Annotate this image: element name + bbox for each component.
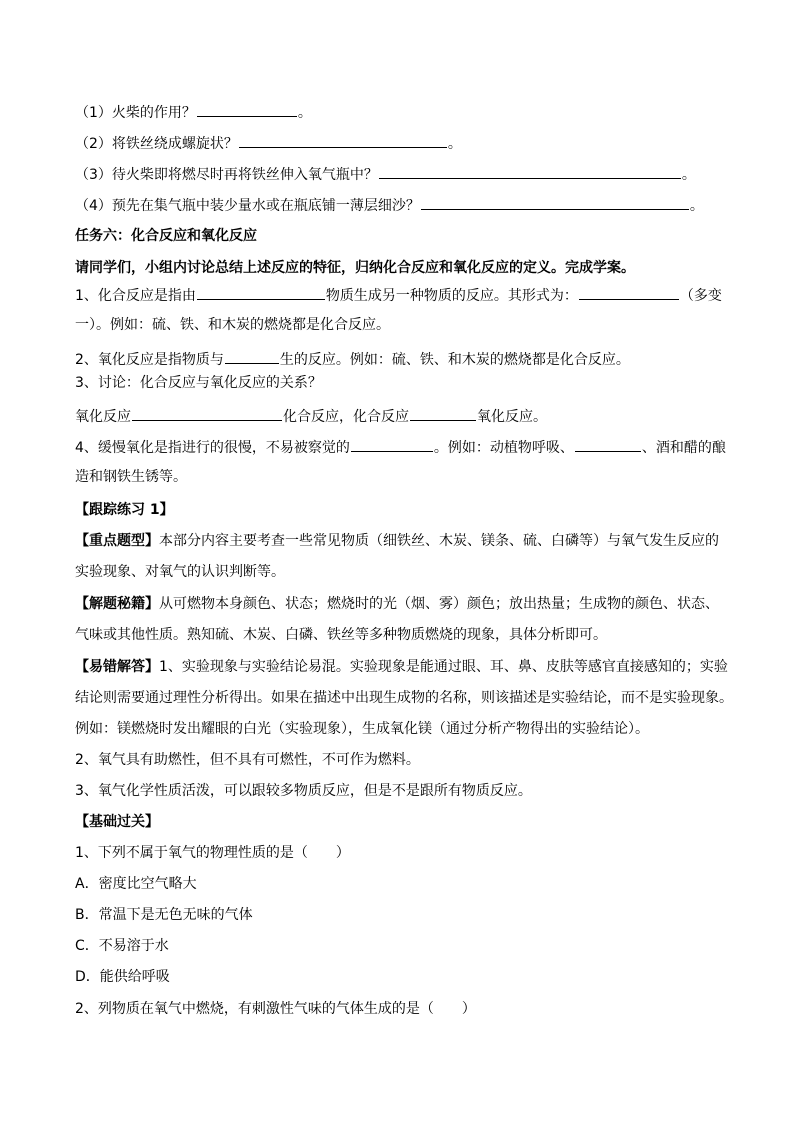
basics-q1-option-b[interactable]: B．常温下是无色无味的气体 [75,907,253,923]
task6-item4-line2: 造和钢铁生锈等。 [75,469,187,485]
basics-q1-option-a[interactable]: A．密度比空气略大 [75,876,197,892]
task6-item1-line1 [75,285,722,305]
practice-errors-line4: 2、氧气具有助燃性，但不具有可燃性，不可作为燃料。 [75,752,420,768]
basics-question-1: 1、下列不属于氧气的物理性质的是（ ） [75,845,350,861]
basics-q1-option-c[interactable]: C．不易溶于水 [75,938,169,954]
practice-tips-line1 [75,595,719,613]
answer-blank[interactable] [421,195,689,210]
answer-blank[interactable] [225,349,279,364]
item-text: 生的反应。例如：硫、铁、和木炭的燃烧都是化合反应。 [279,352,630,368]
question-end: 。 [447,136,462,152]
basics-heading: 【基础过关】 [75,814,159,830]
answer-blank[interactable] [197,285,325,300]
answer-blank[interactable] [579,285,679,300]
question-text: （2）将铁丝绕成螺旋状？ [75,136,238,152]
question-text: （1）火柴的作用？ [75,105,196,121]
item-text: 氧化反应 [75,409,131,425]
paragraph-text: 1、实验现象与实验结论易混。实验现象是能通过眼、耳、鼻、皮肤等感官直接感知的；实验 [159,659,728,675]
task6-relation [75,406,547,426]
practice-tips-line2: 气味或其他性质。熟知硫、木炭、白磷、铁丝等多种物质燃烧的现象，具体分析即可。 [75,627,607,643]
tag-label: 【重点题型】 [75,533,159,549]
task6-item3: 3、讨论：化合反应与氧化反应的关系？ [75,375,322,391]
question-end: 。 [297,105,312,121]
item-text: 2、氧化反应是指物质与 [75,352,224,368]
paragraph-text: 本部分内容主要考查一些常见物质（细铁丝、木炭、镁条、硫、白磷等）与氧气发生反应的 [159,533,719,549]
item-text: 氧化反应。 [477,409,547,425]
answer-blank[interactable] [351,437,433,452]
item-text: 物质生成另一种物质的反应。其形式为： [325,288,578,304]
question-1-fire-match [75,102,312,122]
practice-key-type-line2: 实验现象、对氧气的认识判断等。 [75,564,285,580]
item-text: 。例如：动植物呼吸、 [433,440,574,456]
practice-errors-line1 [75,658,728,676]
question-4-water-sand [75,195,704,215]
question-text: （3）待火柴即将燃尽时再将铁丝伸入氧气瓶中？ [75,167,378,183]
question-3-timing [75,164,696,184]
task6-instruction: 请同学们，小组内讨论总结上述反应的特征，归纳化合反应和氧化反应的定义。完成学案。 [75,260,635,276]
item-text: （多变 [679,288,722,304]
tag-label: 【解题秘籍】 [75,596,159,612]
item-text: 1、化合反应是指由 [75,288,196,304]
basics-q1-option-d[interactable]: D．能供给呼吸 [75,969,170,985]
practice-heading: 【跟踪练习 1】 [75,502,174,518]
question-2-coil [75,133,462,153]
answer-blank[interactable] [379,164,681,179]
question-end: 。 [681,167,696,183]
answer-blank[interactable] [132,406,282,421]
answer-blank[interactable] [239,133,447,148]
item-text: 化合反应，化合反应 [283,409,409,425]
question-text: （4）预先在集气瓶中装少量水或在瓶底铺一薄层细沙？ [75,198,420,214]
task6-item4-line1 [75,437,726,457]
practice-errors-line3: 例如：镁燃烧时发出耀眼的白光（实验现象），生成氧化镁（通过分析产物得出的实验结论）。 [75,721,649,737]
practice-errors-line2: 结论则需要通过理性分析得出。如果在描述中出现生成物的名称，则该描述是实验结论，而不是实验现象。 [75,690,733,706]
answer-blank[interactable] [410,406,476,421]
practice-key-type-line1 [75,532,719,550]
basics-question-2: 2、列物质在氧气中燃烧，有刺激性气味的气体生成的是（ ） [75,1001,476,1017]
answer-blank[interactable] [197,102,297,117]
task6-item1-line2: 一）。例如：硫、铁、和木炭的燃烧都是化合反应。 [75,317,390,333]
practice-errors-line5: 3、氧气化学性质活泼，可以跟较多物质反应，但是不是跟所有物质反应。 [75,783,532,799]
task6-title: 任务六：化合反应和氧化反应 [75,228,257,244]
item-text: 、酒和醋的酿 [641,440,726,456]
task6-item2 [75,349,630,369]
item-text: 4、缓慢氧化是指进行的很慢，不易被察觉的 [75,440,350,456]
question-end: 。 [689,198,704,214]
answer-blank[interactable] [575,437,641,452]
paragraph-text: 从可燃物本身颜色、状态；燃烧时的光（烟、雾）颜色；放出热量；生成物的颜色、状态、 [159,596,719,612]
tag-label: 【易错解答】 [75,659,159,675]
